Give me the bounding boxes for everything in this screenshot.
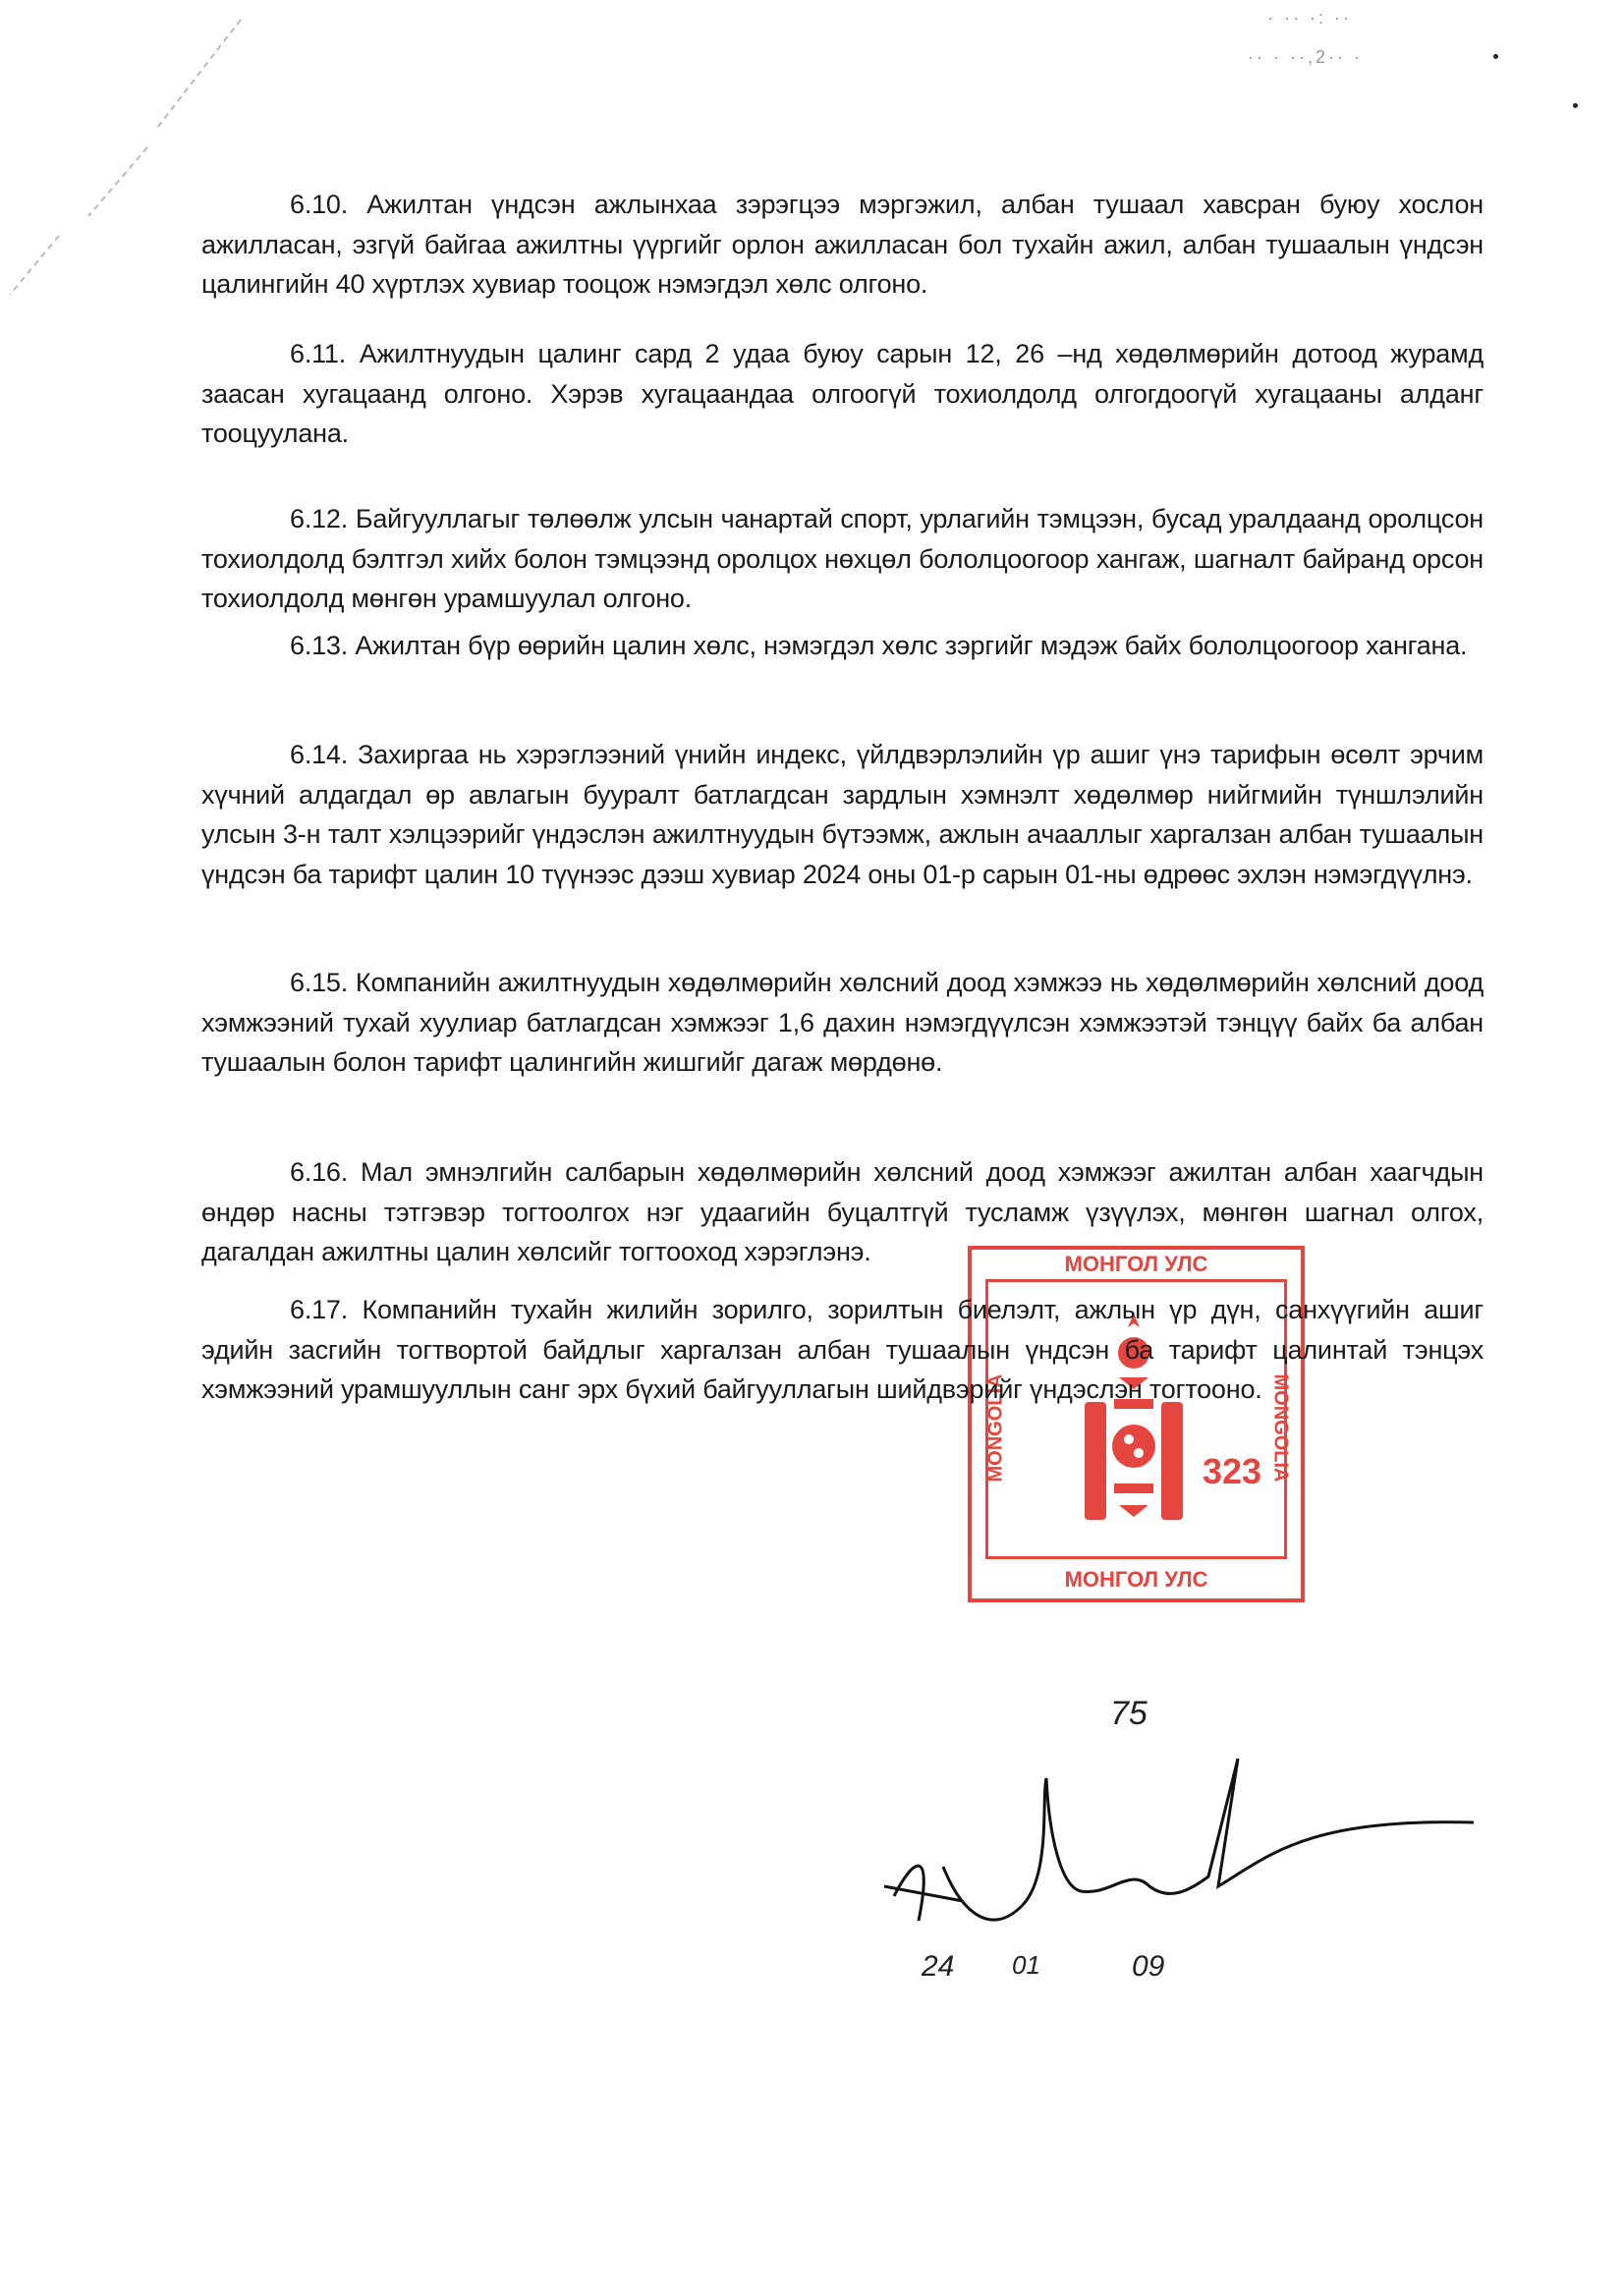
paragraph-6-11: 6.11. Ажилтнуудын цалинг сард 2 удаа буюу сарын 12, 26 –нд хөдөлмөрийн дотоод журамд заасан хугацаанд олгоно. Хэрэв хугацаандаа олгоогүй тохиолдолд олгогдоогүй хугацааны алданг тооцуулана. [201, 339, 1484, 448]
paragraph-6-10: 6.10. Ажилтан үндсэн ажлынхаа зэрэгцээ мэргэжил, албан тушаал хавсран буюу хослон ажилласан, эзгүй байгаа ажилтны үүргийг орлон ажилласан бол тухайн ажил, албан тушаалын үндсэн цалингийн 40 хүртлэх хувиар тооцож нэмэгдэл хөлс олгоно. [201, 190, 1484, 299]
date-year: 09 [1132, 1950, 1165, 1983]
speck [1573, 103, 1578, 108]
stamp-number: 323 [1203, 1451, 1262, 1491]
date-day: 24 [922, 1950, 955, 1983]
stamp-right-text: MONGOLIA [1269, 1373, 1292, 1483]
stamp-left-text: MONGOLIA [984, 1373, 1007, 1483]
date-month: 01 [1012, 1950, 1040, 1980]
paragraph-6-17: 6.17. Компанийн тухайн жилийн зорилго, зорилтын биелэлт, ажлын үр дүн, санхүүгийн ашиг эдийн засгийн тогтвортой байдлыг харгалзан албан тушаалын үндсэн ба тарифт цалинтай тэнцэх хэмжээний урамшууллын санг эрх бүхий байгууллагын шийдвэрийг үндэслэн тогтооно. [201, 1295, 1484, 1404]
stamp-top-text: МОНГОЛ УЛС [1064, 1252, 1208, 1276]
stamp-bottom-text: МОНГОЛ УЛС [1064, 1567, 1208, 1592]
paragraph-6-12: 6.12. Байгууллагыг төлөөлж улсын чанартай спорт, урлагийн тэмцээн, бусад уралдаанд оролцсон тохиолдолд бэлтгэл хийх болон тэмцээнд оролцох нөхцөл бололцоогоор хангаж, шагналт байранд орсон тохиолдолд мөнгөн урамшуулал олгоно. [201, 504, 1484, 613]
paragraph-6-13: 6.13. Ажилтан бүр өөрийн цалин хөлс, нэмэгдэл хөлс зэргийг мэдэж байх бололцоогоор хангана. [290, 631, 1468, 660]
paragraph-6-16: 6.16. Мал эмнэлгийн салбарын хөдөлмөрийн хөлсний доод хэмжээг ажилтан албан хаагчдын өндөр насны тэтгэвэр тогтоолгох нэг удаагийн буцалтгүй тусламж үзүүлэх, мөнгөн шагнал олгох, дагалдан ажилтны цалин хөлсийг тогтооход хэрэглэнэ. [201, 1157, 1484, 1266]
paragraph-6-15: 6.15. Компанийн ажилтнуудын хөдөлмөрийн хөлсний доод хэмжээ нь хөдөлмөрийн хөлсний доод хэмжээний тухай хуулиар батлагдсан хэмжээг 1,6 дахин нэмэгдүүлсэн хэмжээтэй тэнцүү байх ба албан тушаалын болон тарифт цалингийн жишгийг дагаж мөрдөнө. [201, 968, 1484, 1077]
paragraph-6-14: 6.14. Захиргаа нь хэрэглээний үнийн индекс, үйлдвэрлэлийн үр ашиг үнэ тарифын өсөлт эрчим хүчний алдагдал өр авлагын бууралт батлагдсан зардлын хэмнэлт хөдөлмөр нийгмийн түншлэлийн улсын 3-н талт хэлцээрийг үндэслэн ажилтнуудын бүтээмж, ажлын ачааллыг харгалзан албан тушаалын үндсэн ба тарифт цалин 10 түүнээс дээш хувиар 2024 оны 01-р сарын 01-ны өдрөөс эхлэн нэмэгдүүлнэ. [201, 740, 1484, 889]
speck [1493, 54, 1498, 59]
signature [874, 1739, 1484, 1945]
faded-header-mark: · ·· ·: ·· [1267, 8, 1352, 28]
faded-header-mark: ·· · ··,2·· · [1248, 47, 1363, 67]
page-mark-handwritten: 75 [1110, 1695, 1148, 1732]
